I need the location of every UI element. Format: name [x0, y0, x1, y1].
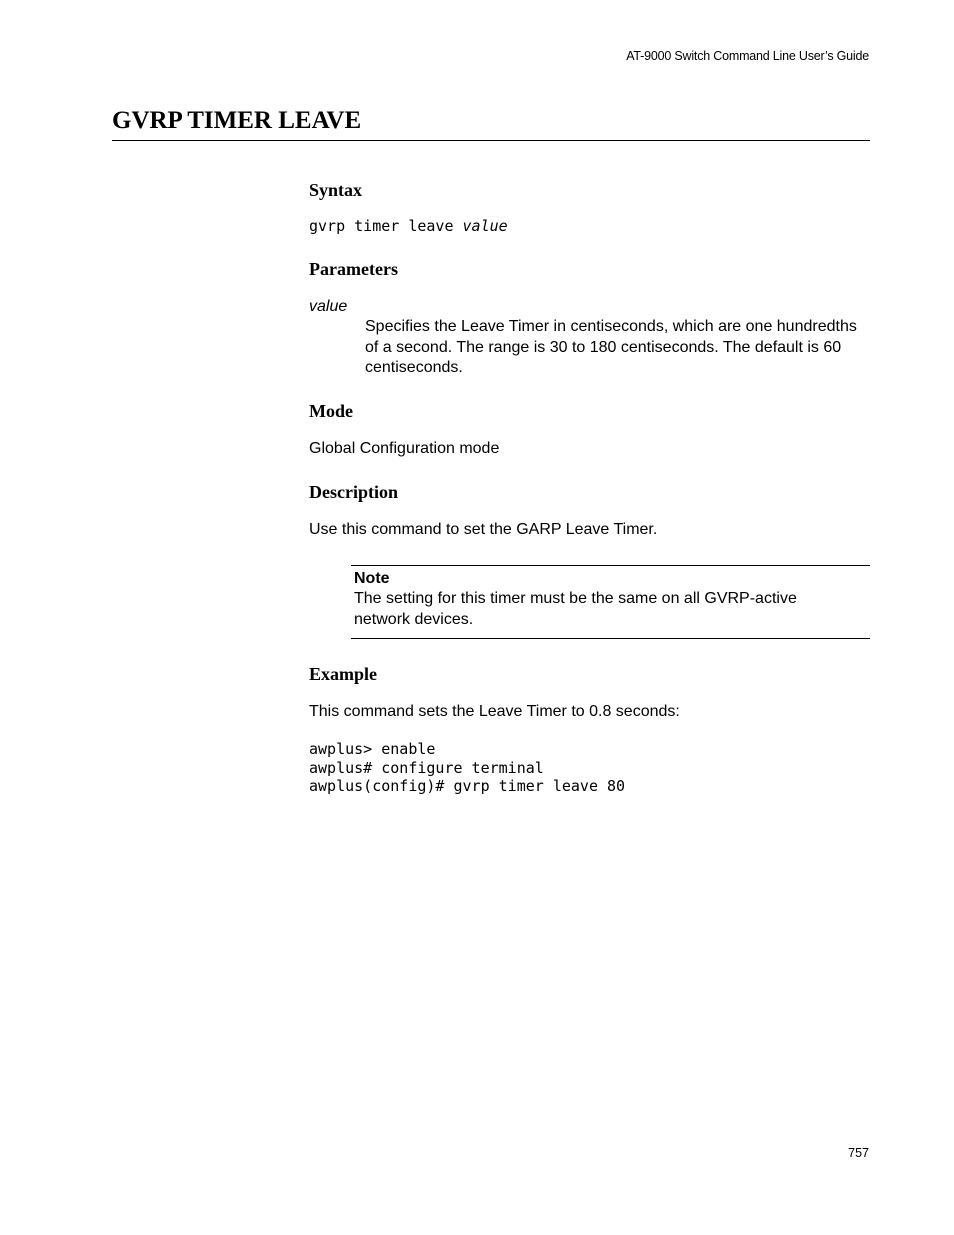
note-text: The setting for this timer must be the same on all GVRP-active network devices.	[354, 590, 797, 628]
syntax-heading: Syntax	[309, 180, 363, 200]
page-number: 757	[848, 1146, 869, 1160]
parameters-heading: Parameters	[309, 259, 398, 279]
running-header: AT-9000 Switch Command Line User’s Guide	[626, 49, 869, 63]
example-line: awplus# configure terminal	[309, 758, 544, 777]
parameter-name: value	[309, 298, 348, 315]
title-rule	[112, 140, 870, 141]
example-line: awplus> enable	[309, 740, 436, 758]
description-heading: Description	[309, 482, 398, 502]
syntax-command	[309, 217, 508, 236]
parameter-description: Specifies the Leave Timer in centiseconds, which are one hundredths of a second. The range is 30 to 180 centiseconds. The default is 60 centiseconds.	[365, 318, 857, 376]
mode-text: Global Configuration mode	[309, 440, 500, 457]
description-text: Use this command to set the GARP Leave Timer.	[309, 521, 658, 538]
page-title: GVRP TIMER LEAVE	[112, 107, 362, 134]
note-box	[351, 565, 870, 639]
mode-heading: Mode	[309, 401, 353, 421]
example-line: awplus(config)# gvrp timer leave 80	[309, 777, 626, 795]
note-title: Note	[354, 570, 390, 587]
example-heading: Example	[309, 664, 378, 684]
example-intro: This command sets the Leave Timer to 0.8 seconds:	[309, 703, 680, 720]
syntax-argument: value	[462, 217, 508, 235]
syntax-command-text: gvrp timer leave	[309, 217, 463, 235]
